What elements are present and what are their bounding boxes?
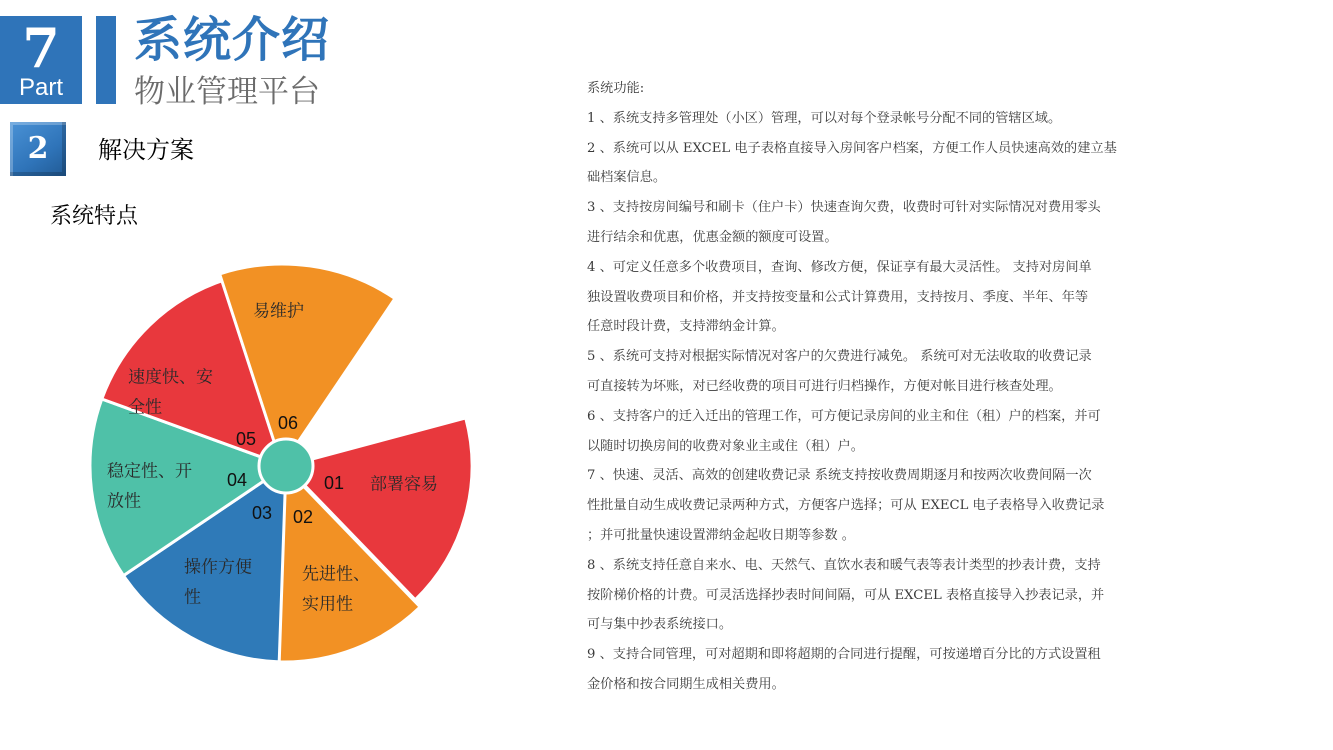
- description-line: 性批量自动生成收费记录两种方式，方便客户选择；可从 EXECL 电子表格导入收费记录: [587, 498, 1105, 514]
- pie-segment-number: 01: [323, 472, 345, 493]
- description-line: 按阶梯价格的计费。可灵活选择抄表时间间隔，可从 EXCEL 表格直接导入抄表记录，并: [587, 587, 1105, 603]
- description-line: 9 、支持合同管理，可对超期和即将超期的合同进行提醒，可按递增百分比的方式设置租: [587, 647, 1101, 663]
- part-label: Part: [18, 74, 63, 101]
- description-line: 4 、可定义任意多个收费项目，查询、修改方便，保证享有最大灵活性。 支持对房间单: [587, 259, 1092, 275]
- description-line: 独设置收费项目和价格，并支持按变量和公式计算费用，支持按月、季度、半年、年等: [587, 289, 1089, 305]
- pie-segment-label: 操作方便: [184, 557, 252, 578]
- description-line: 1 、系统支持多管理处（小区）管理，可以对每个登录帐号分配不同的管辖区域。: [587, 110, 1062, 126]
- pie-segment-number: 02: [292, 506, 314, 527]
- description-line: 础档案信息。: [587, 170, 667, 186]
- description-lines: [587, 104, 1237, 700]
- description-line: 进行结余和优惠，优惠金额的额度可设置。: [587, 229, 838, 245]
- description-line: 7 、快速、灵活、高效的创建收费记录 系统支持按收费周期逐月和按两次收费间隔一次: [587, 468, 1092, 484]
- page-title: 系统介绍: [134, 12, 331, 68]
- description-line: ；并可批量快速设置滞纳金起收日期等参数 。: [587, 527, 855, 543]
- description-line: 3 、支持按房间编号和刷卡（住户卡）快速查询欠费，收费时可针对实际情况对费用零头: [587, 200, 1101, 216]
- pie-center-circle: [259, 439, 313, 493]
- features-heading: 系统特点: [50, 204, 139, 229]
- function-description: [587, 74, 1237, 700]
- section-title: 解决方案: [98, 136, 194, 164]
- pie-segment-label: 放性: [107, 491, 141, 512]
- pie-segment-label: 先进性、: [302, 564, 370, 585]
- pie-segment-label: 全性: [128, 397, 162, 418]
- description-line: 6 、支持客户的迁入迁出的管理工作，可方便记录房间的业主和住（租）户的档案，并可: [587, 408, 1101, 424]
- pie-segment-number: 05: [235, 428, 257, 449]
- pie-segment-label: 易维护: [253, 301, 304, 322]
- description-heading: 系统功能:: [587, 81, 645, 96]
- pie-segment-number: 04: [226, 469, 248, 490]
- features-pie-chart: [0, 0, 580, 750]
- pie-segment-label: 实用性: [302, 594, 353, 615]
- part-number: 7: [22, 16, 60, 80]
- pie-segment-label: 稳定性、开: [107, 461, 192, 482]
- description-line: 5 、系统可支持对根据实际情况对客户的欠费进行减免。 系统可对无法收取的收费记录: [587, 349, 1092, 365]
- pie-segment-label: 性: [184, 587, 201, 608]
- description-line: 金价格和按合同期生成相关费用。: [587, 676, 785, 692]
- description-line: 可直接转为坏账，对已经收费的项目可进行归档操作，方便对帐目进行核查处理。: [587, 378, 1062, 394]
- description-line: 可与集中抄表系统接口。: [587, 617, 733, 633]
- pie-segment-label: 速度快、安: [128, 367, 213, 388]
- section-number-badge: 2: [10, 122, 66, 176]
- description-line: 2 、系统可以从 EXCEL 电子表格直接导入房间客户档案，方便工作人员快速高效的建立基: [587, 140, 1117, 156]
- description-line: 任意时段计费，支持滞纳金计算。: [587, 319, 785, 335]
- pie-segment-number: 06: [277, 412, 299, 433]
- pie-segment-number: 03: [251, 502, 273, 523]
- pie-segment-label: 部署容易: [370, 474, 438, 495]
- page-subtitle: 物业管理平台: [134, 74, 320, 110]
- description-line: 8 、系统支持任意自来水、电、天然气、直饮水表和暖气表等表计类型的抄表计费，支持: [587, 557, 1101, 573]
- description-line: 以随时切换房间的收费对象业主或住（租）户。: [587, 438, 864, 454]
